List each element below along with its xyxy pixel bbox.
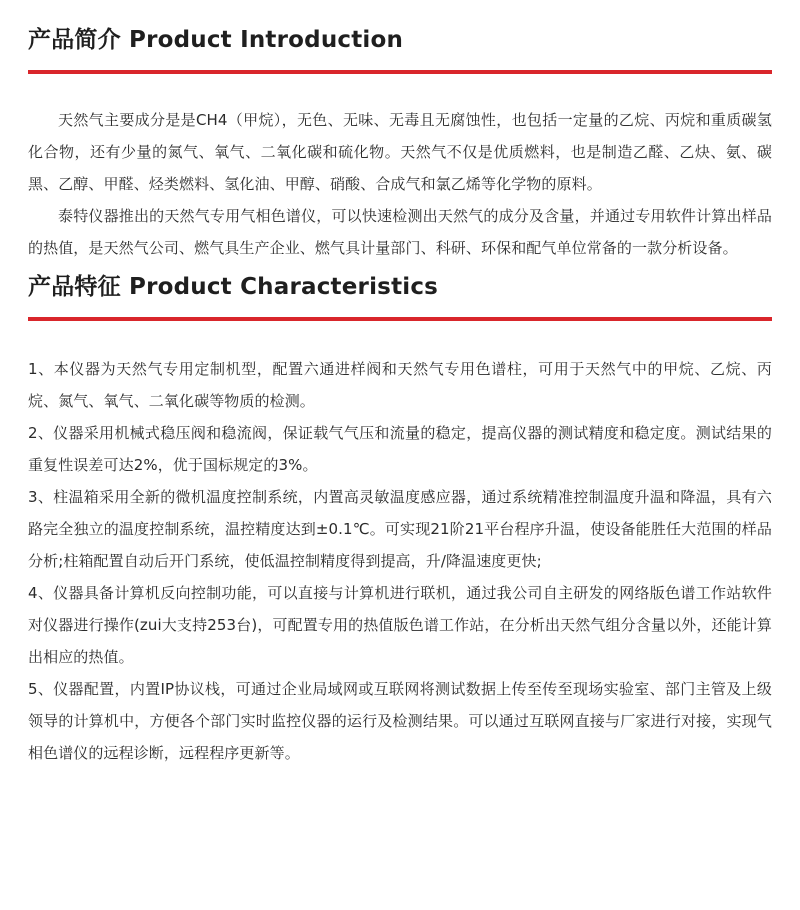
- characteristics-list: [28, 321, 772, 769]
- characteristic-item: 1、本仪器为天然气专用定制机型，配置六通进样阀和天然气专用色谱柱，可用于天然气中的甲烷、乙烷、丙烷、氮气、氧气、二氧化碳等物质的检测。: [28, 360, 772, 410]
- characteristics-title: 产品特征 Product Characteristics: [28, 274, 439, 300]
- introduction-section: [28, 0, 772, 264]
- characteristic-item: 4、仪器具备计算机反向控制功能，可以直接与计算机进行联机，通过我公司自主研发的网络版色谱工作站软件对仪器进行操作(zui大支持253台)，可配置专用的热值版色谱工作站，在分析出天然气组分含量以外，还能计算出相应的热值。: [28, 584, 772, 666]
- introduction-body: [28, 74, 772, 264]
- characteristic-item: 2、仪器采用机械式稳压阀和稳流阀，保证载气气压和流量的稳定，提高仪器的测试精度和稳定度。测试结果的重复性误差可达2%，优于国标规定的3%。: [28, 424, 772, 474]
- characteristics-section: [28, 264, 772, 769]
- introduction-paragraph: 天然气主要成分是是CH4（甲烷），无色、无味、无毒且无腐蚀性，也包括一定量的乙烷、丙烷和重质碳氢化合物，还有少量的氮气、氧气、二氧化碳和硫化物。天然气不仅是优质燃料，也是制造乙醛、乙炔、氨、碳黑、乙醇、甲醛、烃类燃料、氢化油、甲醇、硝酸、合成气和氯乙烯等化学物的原料。: [28, 111, 772, 193]
- introduction-title: 产品简介 Product Introduction: [28, 27, 404, 53]
- introduction-paragraph: 泰特仪器推出的天然气专用气相色谱仪，可以快速检测出天然气的成分及含量，并通过专用软件计算出样品的热值，是天然气公司、燃气具生产企业、燃气具计量部门、科研、环保和配气单位常备的一款分析设备。: [28, 207, 772, 257]
- characteristic-item: 5、仪器配置，内置IP协议栈，可通过企业局域网或互联网将测试数据上传至传至现场实验室、部门主管及上级领导的计算机中，方便各个部门实时监控仪器的运行及检测结果。可以通过互联网直接与厂家进行对接，实现气相色谱仪的远程诊断，远程程序更新等。: [28, 680, 772, 762]
- characteristic-item: 3、柱温箱采用全新的微机温度控制系统，内置高灵敏温度感应器，通过系统精准控制温度升温和降温，具有六路完全独立的温度控制系统，温控精度达到±0.1℃。可实现21阶21平台程序升温，使设备能胜任大范围的样品分析;柱箱配置自动后开门系统，使低温控制精度得到提高，升/降温速度更快;: [28, 488, 772, 570]
